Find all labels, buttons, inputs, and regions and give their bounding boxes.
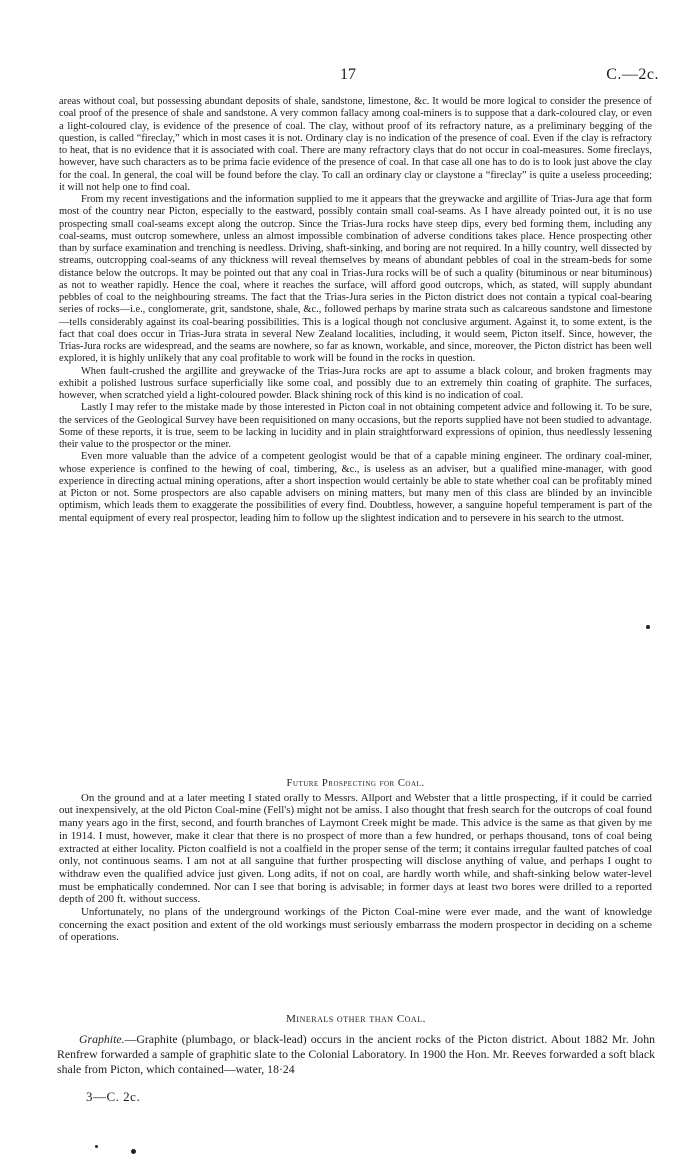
main-body-text [59, 96, 652, 525]
paragraph-trias-jura: From my recent investigations and the information supplied to me it appears that the greywacke and argillite of Trias-Jura age that form most of the country near Picton, especially to the eastward, possibly contain small coal-seams. As I have already pointed out, it is no use prospecting small coal-seams except along the outcrop. Since the Trias-Jura rocks have steep dips, every bed forming them, including any coal-seams, must outcrop somewhere, unless an almost impossible combination of adverse conditions takes place. Hence prospecting other than by surface examination and trenching is needless. Driving, shaft-sinking, and boring are not required. In a hilly country, well dissected by streams, outcropping coal-seams of any thickness will reveal themselves by means of abundant pebbles of coal in the stream-beds for some distance below the outcrops. It may be pointed out that any coal in Trias-Jura rocks will be of such a quality (bituminous or near bituminous) as not to weather rapidly. Hence the coal, where it reaches the surface, will afford good outcrops, which, as stated, will supply abundant pebbles of coal to the neighbouring streams. The fact that the Trias-Jura series in the Picton district does not contain a typical coal-bearing series of rocks—i.e., conglomerate, grit, sandstone, shale, &c., followed perhaps by marine strata such as calcareous sandstone and limestone—tells considerably against its coal-bearing possibilities. This is a logical though not conclusive argument. Against it, to some extent, is the fact that coal does occur in Trias-Jura strata in several New Zealand localities, including, it would seem, Picton itself. Since, however, the Trias-Jura rocks are widespread, and the seams are nowhere, so far as known, workable, and since, moreover, the Picton district has been well explored, it is highly unlikely that any coal profitable to work will be found in the rocks in question. [59, 194, 652, 365]
paragraph-graphite [57, 1032, 655, 1077]
future-prospecting-section [59, 778, 652, 944]
graphite-text: —Graphite (plumbago, or black-lead) occurs in the ancient rocks of the Picton district. About 1882 Mr. John Renfrew forwarded a sample of graphitic slate to the Colonial Laboratory. In 1900 the Hon. Mr. Reeves forwarded a soft black shale from Picton, which contained—water, 18·24 [57, 1032, 655, 1076]
minerals-section [57, 1012, 655, 1077]
paragraph-fireclay: areas without coal, but possessing abundant deposits of shale, sandstone, limestone, &c. It would be more logical to consider the presence of coal proof of the presence of shale and sandstone. A very common fallacy among coal-miners is to suppose that a dark-coloured clay, or even a light-coloured clay, is evidence of the presence of coal. The clay, without proof of its refractory nature, as a preliminary begging of the question, is called “fireclay,” which in most cases it is not. Ordinary clay is no indication of the presence of coal. Even if the clay is refractory to heat, that is no evidence that it is associated with coal. There are many refractory clays that do not occur in coal-measures. Some fireclays, however, have such characters as to be prima facie evidence of the presence of coal. In that case all one has to do is to look just above the clay for the coal. In general, the coal will be found before the clay. To call an ordinary clay or claystone a “fireclay” is quite a useless proceeding; it will not help one to find coal. [59, 96, 652, 193]
paragraph-competent-advice: Lastly I may refer to the mistake made by those interested in Picton coal in not obtaining competent advice and following it. To be sure, the services of the Geological Survey have been requisitioned on many occasions, but the reports supplied have not been studied to advantage. Some of these reports, it is true, seem to be lacking in lucidity and in plain straightforward expressions of opinion, thus needlessly lessening their value to the prospector or the miner. [59, 402, 652, 450]
paragraph-fault-crushed: When fault-crushed the argillite and greywacke of the Trias-Jura rocks are apt to assume a black colour, and broken fragments may exhibit a polished lustrous surface superficially like some coal, and possibly due to an extremely thin coating of graphite. The surfaces, however, when scratched yield a light-coloured powder. Black shining rock of this kind is no indication of coal. [59, 365, 652, 401]
page-header [0, 66, 700, 86]
paragraph-mining-engineer: Even more valuable than the advice of a competent geologist would be that of a capable mining engineer. The ordinary coal-miner, whose experience is confined to the hewing of coal, timbering, &c., is useless as an adviser, but a qualified mine-manager, with good experience in directing actual mining operations, after a short inspection would certainly be able to state whether coal can be profitably mined at Picton or not. Some prospectors are also capable advisers on mining matters, but many men of this class are blinded by an invincible optimism, which leads them to exaggerate the possibilities of every find. Doubtless, however, a sanguine hopeful temperament is part of the mental equipment of every real prospector, leading him to follow up the slightest indication and to persevere in his search to the utmost. [59, 451, 652, 524]
document-reference: C.—2c. [606, 66, 659, 83]
margin-mark [646, 625, 650, 629]
paragraph-no-plans: Unfortunately, no plans of the underground workings of the Picton Coal-mine were ever made, and the want of knowledge concerning the exact position and extent of the old workings must seriously embarrass the modern prospector in deciding on a scheme of operations. [59, 906, 652, 944]
sheet-signature: 3—C. 2c. [86, 1089, 141, 1104]
ink-speck [95, 1145, 98, 1148]
minerals-heading: Minerals other than Coal. [286, 1013, 426, 1025]
graphite-label: Graphite. [79, 1032, 125, 1046]
future-prospecting-heading: Future Prospecting for Coal. [286, 778, 425, 789]
page-number: 17 [340, 66, 356, 83]
paragraph-future-advice: On the ground and at a later meeting I stated orally to Messrs. Allport and Webster that a little prospecting, if it could be carried out inexpensively, at the old Picton Coal-mine (Fell's) might not be amiss. I also thought that fresh search for the outcrops of coal found many years ago in the first, second, and fourth branches of Laymont Creek might be made. This advice is the same as that given by me in 1914. I must, however, make it clear that there is no prospect of more than a few hundred, or perhaps thousand, tons of coal being extracted at either locality. Picton coalfield is not a coalfield in the proper sense of the term; it contains irregular faulted patches of coal only, not continuous seams. I am not at all sanguine that further prospecting will disclose anything of value, and perhaps I ought to withdraw even the qualified advice just given. Long adits, if not on coal, are hardly worth while, and shaft-sinking below water-level must be emphatically condemned. Nor can I see that boring is advisable; in former days at least two bores were drilled to a reported depth of 200 ft. without success. [59, 791, 652, 906]
ink-speck [131, 1149, 136, 1154]
